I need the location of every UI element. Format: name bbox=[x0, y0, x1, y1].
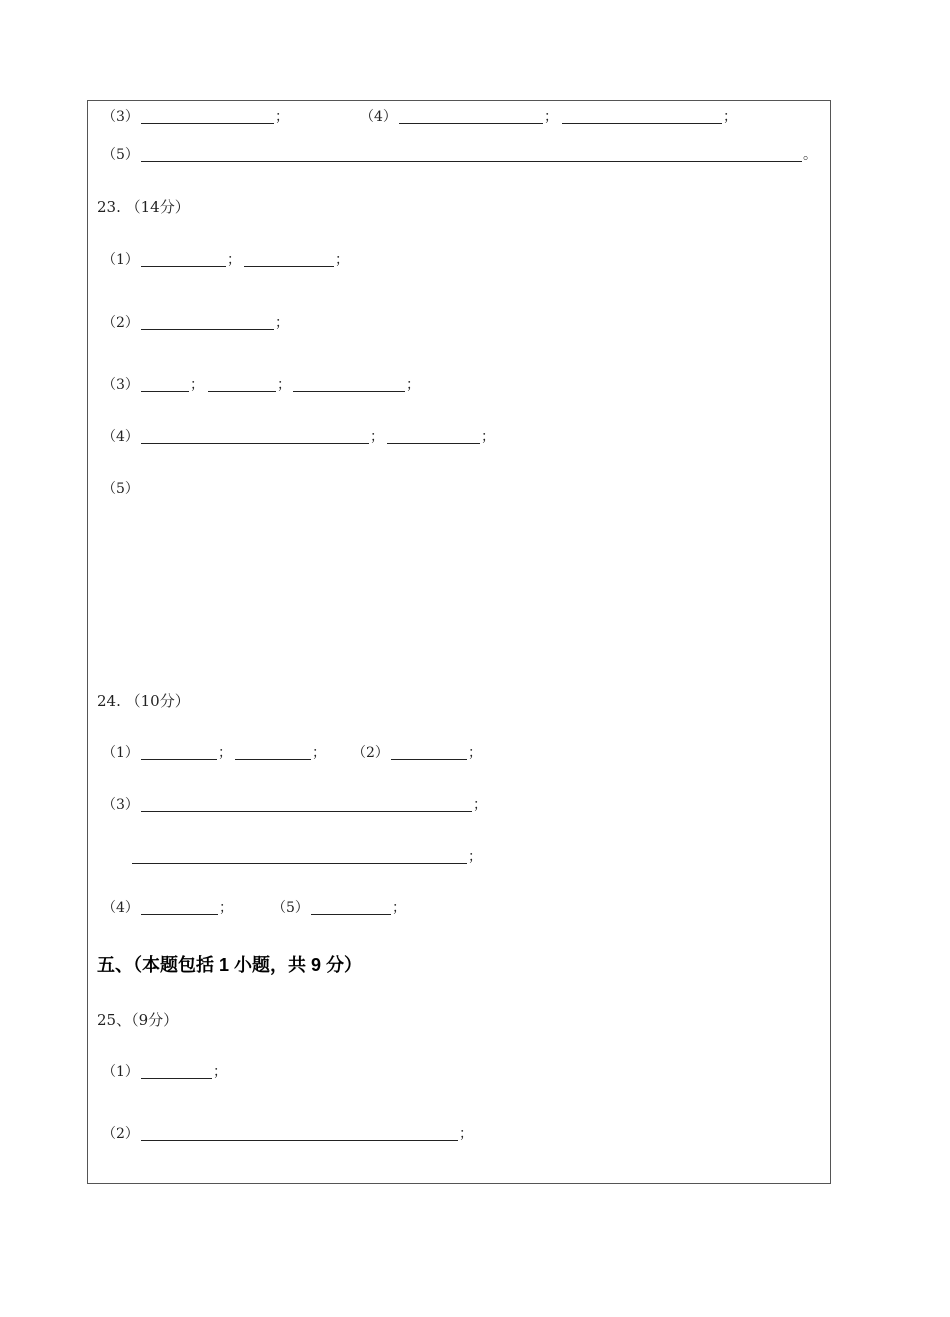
q24-part1-label: （1） bbox=[102, 745, 139, 761]
q25-part1-blank[interactable] bbox=[141, 1061, 212, 1079]
q25-header: 25、（9分） bbox=[97, 1011, 179, 1029]
q23-part2-label: （2） bbox=[102, 315, 139, 331]
semicolon: ； bbox=[275, 109, 289, 125]
semicolon: ； bbox=[213, 1064, 227, 1080]
q24-part3-label: （3） bbox=[102, 797, 139, 813]
q23-part3-label: （3） bbox=[102, 377, 139, 393]
q23-part1-label: （1） bbox=[102, 252, 139, 268]
q22-part3-label: （3） bbox=[102, 109, 139, 125]
semicolon: ； bbox=[392, 900, 406, 916]
q24-part4-label: （4） bbox=[102, 900, 139, 916]
q23-part4-label: （4） bbox=[102, 429, 139, 445]
q23-part4-blank-a[interactable] bbox=[141, 426, 369, 444]
semicolon: ； bbox=[275, 315, 289, 331]
q24-part5-label: （5） bbox=[272, 900, 309, 916]
answer-sheet-frame bbox=[87, 100, 831, 1184]
q24-header: 24. （10分） bbox=[97, 692, 190, 710]
q23-part1-blank-b[interactable] bbox=[244, 249, 334, 267]
section-5-title: 五、（本题包括 1 小题，共 9 分） bbox=[97, 955, 363, 975]
semicolon: ； bbox=[335, 252, 349, 268]
semicolon: ； bbox=[459, 1126, 473, 1142]
q24-part1-blank-a[interactable] bbox=[141, 742, 217, 760]
q25-part1-label: （1） bbox=[102, 1064, 139, 1080]
semicolon: ； bbox=[481, 429, 495, 445]
semicolon: ； bbox=[468, 849, 482, 865]
semicolon: ； bbox=[406, 377, 420, 393]
semicolon: ； bbox=[219, 900, 233, 916]
q25-part2-label: （2） bbox=[102, 1126, 139, 1142]
semicolon: ； bbox=[277, 377, 291, 393]
q22-part4-blank-b[interactable] bbox=[562, 106, 722, 124]
q23-header: 23. （14分） bbox=[97, 198, 190, 216]
semicolon: ； bbox=[468, 745, 482, 761]
semicolon: ； bbox=[544, 109, 558, 125]
q23-part3-blank-b[interactable] bbox=[208, 374, 276, 392]
semicolon: ； bbox=[312, 745, 326, 761]
q23-part2-blank[interactable] bbox=[141, 312, 274, 330]
q22-part4-label: （4） bbox=[360, 109, 397, 125]
q23-part3-blank-a[interactable] bbox=[141, 374, 189, 392]
q22-part3-blank[interactable] bbox=[141, 106, 274, 124]
q22-part5-label: （5） bbox=[102, 147, 139, 163]
semicolon: ； bbox=[227, 252, 241, 268]
period: 。 bbox=[803, 147, 817, 163]
q24-part2-blank[interactable] bbox=[391, 742, 467, 760]
q23-part1-blank-a[interactable] bbox=[141, 249, 226, 267]
q23-part5-label: （5） bbox=[102, 481, 139, 497]
semicolon: ； bbox=[218, 745, 232, 761]
q24-part5-blank[interactable] bbox=[311, 897, 391, 915]
q24-part1-blank-b[interactable] bbox=[235, 742, 311, 760]
q23-part3-blank-c[interactable] bbox=[293, 374, 405, 392]
semicolon: ； bbox=[473, 797, 487, 813]
q22-part4-blank-a[interactable] bbox=[399, 106, 543, 124]
semicolon: ； bbox=[723, 109, 737, 125]
q22-part5-blank[interactable] bbox=[141, 144, 802, 162]
q24-part2-label: （2） bbox=[352, 745, 389, 761]
q24-part4-blank[interactable] bbox=[141, 897, 218, 915]
q24-part3-blank-b[interactable] bbox=[132, 846, 467, 864]
semicolon: ； bbox=[190, 377, 204, 393]
semicolon: ； bbox=[370, 429, 384, 445]
q25-part2-blank[interactable] bbox=[141, 1123, 458, 1141]
q23-part4-blank-b[interactable] bbox=[387, 426, 480, 444]
q24-part3-blank-a[interactable] bbox=[141, 794, 472, 812]
